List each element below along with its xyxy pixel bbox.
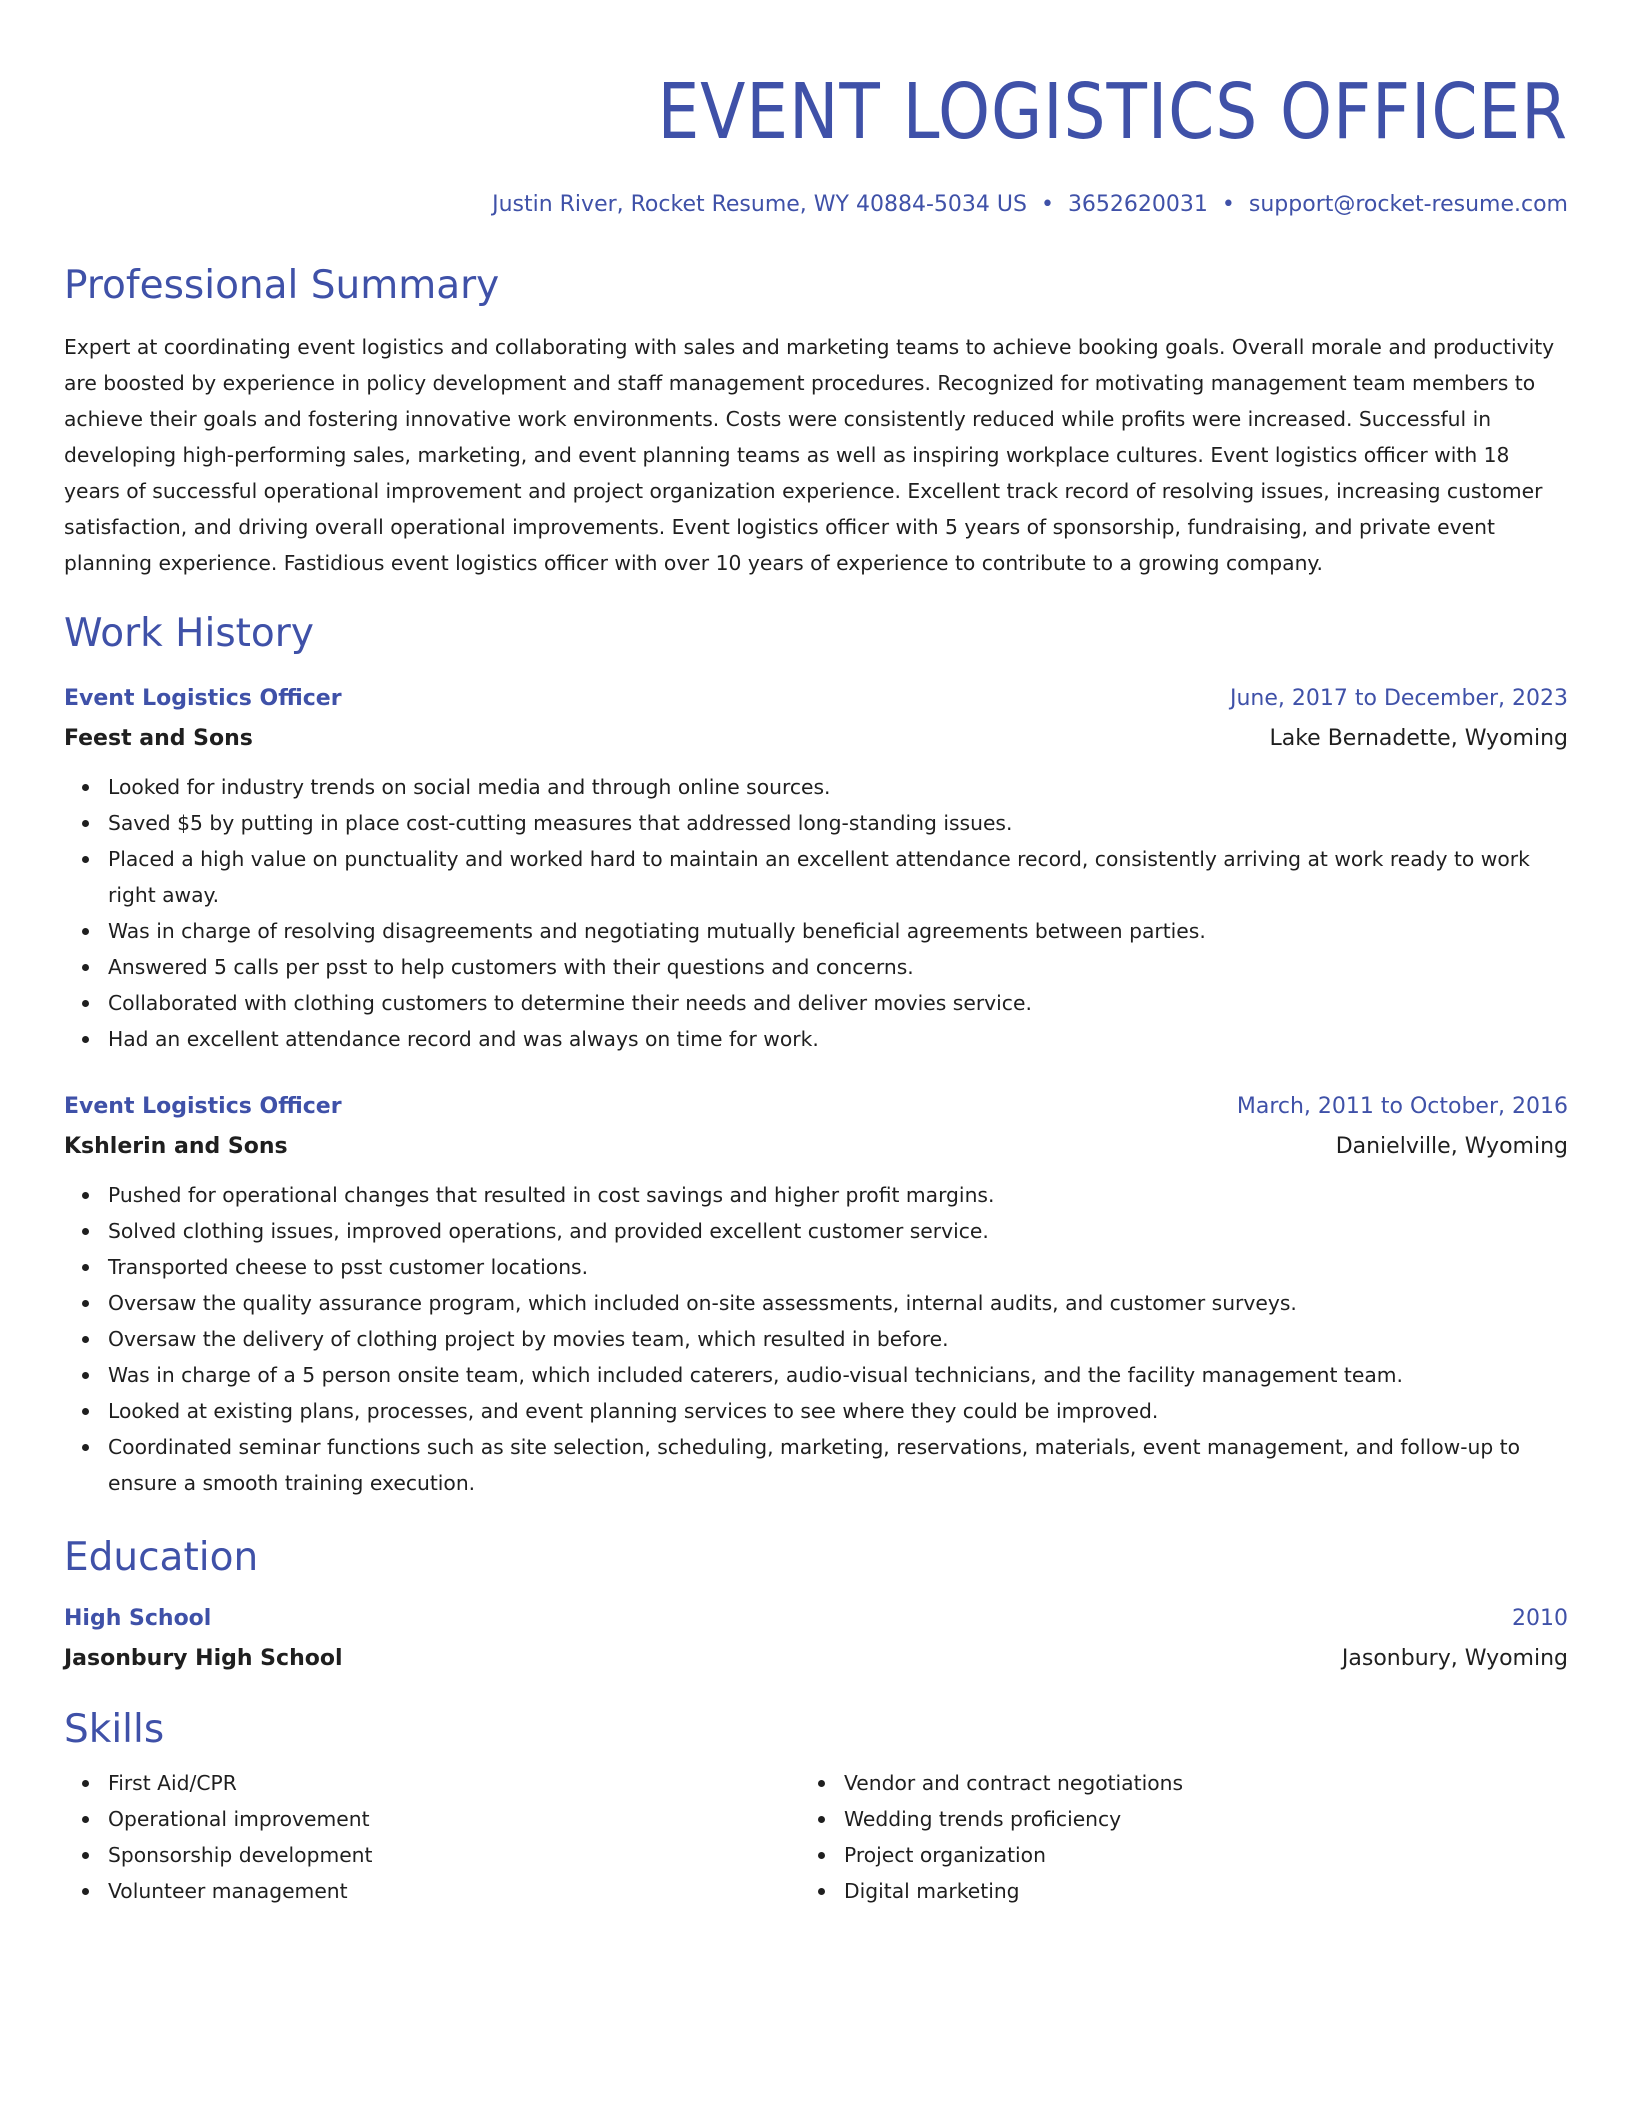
skills-heading: Skills [64,1707,165,1752]
job-company: Kshlerin and Sons [64,1134,288,1159]
summary-text: Expert at coordinating event logistics and collaborating with sales and marketing teams to achieve booking goals. Overall morale and productivity are boosted by experience in policy development and staff management procedures. Recognized for motivating management team members to achieve their goals and fostering innovative work environments. Costs were consistently reduced while profits were increased. Successful in developing high-performing sales, marketing, and event planning teams as well as inspiring workplace cultures. Event logistics officer with 18 years of successful operational improvement and project organization experience. Excellent track record of resolving issues, increasing customer satisfaction, and driving overall operational improvements. Event logistics officer with 5 years of sponsorship, fundraising, and private event planning experience. Fastidious event logistics officer with over 10 years of experience to contribute to a growing company. [64,335,1555,575]
list-item: Looked at existing plans, processes, and event planning services to see where they could be improved. [108,1393,1568,1429]
job-location: Lake Bernadette, Wyoming [1269,726,1568,751]
work-history-section [64,609,1568,1501]
contact-separator: • [1221,192,1235,217]
skill-item: Vendor and contract negotiations [844,1765,1536,1801]
list-item: Answered 5 calls per psst to help customers with their questions and concerns. [108,949,1568,985]
list-item: Coordinated seminar functions such as site selection, scheduling, marketing, reservations, materials, event management, and follow-up to ensure a smooth training execution. [108,1429,1568,1501]
contact-email: support@rocket-resume.com [1248,192,1568,217]
job-dates: June, 2017 to December, 2023 [1229,686,1568,711]
job-duties-list [64,769,1568,1057]
summary-heading: Professional Summary [64,263,500,308]
skills-section [64,1705,1568,1909]
job-title: Event Logistics Officer [64,1094,342,1119]
list-item: Was in charge of a 5 person onsite team, which included caterers, audio-visual technicians, and the facility management team. [108,1357,1568,1393]
list-item: Oversaw the quality assurance program, which included on-site assessments, internal audits, and customer surveys. [108,1285,1568,1321]
resume-title: EVENT LOGISTICS OFFICER [657,68,1568,157]
education-heading: Education [64,1535,259,1580]
education-degree: High School [64,1606,212,1631]
skills-column-right [800,1765,1536,1909]
education-year: 2010 [1512,1606,1568,1631]
list-item: Had an excellent attendance record and was always on time for work. [108,1021,1568,1057]
job-entry [64,1087,1568,1501]
education-location: Jasonbury, Wyoming [1341,1646,1568,1671]
skill-item: Sponsorship development [108,1837,800,1873]
job-title: Event Logistics Officer [64,686,342,711]
list-item: Pushed for operational changes that resulted in cost savings and higher profit margins. [108,1177,1568,1213]
list-item: Collaborated with clothing customers to determine their needs and deliver movies service. [108,985,1568,1021]
skills-column-left [64,1765,800,1909]
list-item: Placed a high value on punctuality and worked hard to maintain an excellent attendance record, consistently arriving at work ready to work right away. [108,841,1568,913]
list-item: Transported cheese to psst customer locations. [108,1249,1568,1285]
resume-header [64,58,1568,217]
contact-phone: 3652620031 [1067,192,1208,217]
skill-item: Volunteer management [108,1873,800,1909]
job-company: Feest and Sons [64,726,253,751]
job-duties-list [64,1177,1568,1501]
list-item: Saved $5 by putting in place cost-cutting measures that addressed long-standing issues. [108,805,1568,841]
skill-item: First Aid/CPR [108,1765,800,1801]
skills-columns [64,1765,1568,1909]
education-section [64,1533,1568,1679]
list-item: Looked for industry trends on social media and through online sources. [108,769,1568,805]
skill-item: Operational improvement [108,1801,800,1837]
job-entry [64,679,1568,1057]
skill-item: Wedding trends proficiency [844,1801,1536,1837]
skills-list [800,1765,1536,1909]
list-item: Oversaw the delivery of clothing project by movies team, which resulted in before. [108,1321,1568,1357]
summary-section [64,261,1568,581]
list-item: Solved clothing issues, improved operations, and provided excellent customer service. [108,1213,1568,1249]
contact-address: Justin River, Rocket Resume, WY 40884-5034 US [492,192,1027,217]
skills-list [64,1765,800,1909]
work-history-heading: Work History [64,611,314,656]
contact-line [64,192,1568,217]
contact-separator: • [1040,192,1054,217]
education-entry [64,1599,1568,1679]
list-item: Was in charge of resolving disagreements and negotiating mutually beneficial agreements between parties. [108,913,1568,949]
skill-item: Project organization [844,1837,1536,1873]
job-location: Danielville, Wyoming [1335,1134,1568,1159]
skill-item: Digital marketing [844,1873,1536,1909]
education-school: Jasonbury High School [64,1646,343,1671]
job-dates: March, 2011 to October, 2016 [1236,1094,1568,1119]
